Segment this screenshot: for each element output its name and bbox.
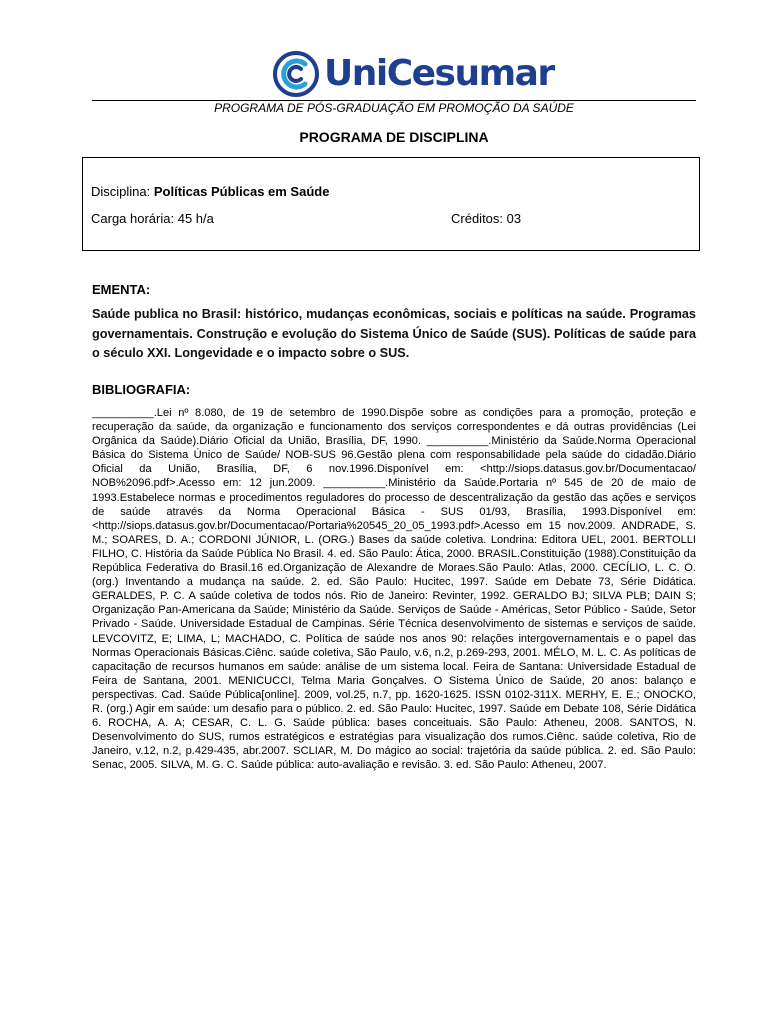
ementa-heading: EMENTA: <box>92 282 151 297</box>
discipline-info-box <box>82 157 700 251</box>
ementa-text: Saúde publica no Brasil: histórico, mudanças econômicas, sociais e políticas na saúde. Programas governamentais. Construção e evolução do Sistema Único de Saúde (SUS). Políticas de saúde para o século XXI. Longevidade e o impacto sobre o SUS. <box>92 307 696 360</box>
document-title: PROGRAMA DE DISCIPLINA <box>299 129 489 145</box>
discipline-label: Disciplina: <box>91 184 151 199</box>
unicesumar-logo-icon <box>272 50 320 98</box>
credits: Créditos: 03 <box>451 211 522 226</box>
brand-name-part2: Cesumar <box>386 53 554 94</box>
bibliografia-heading: BIBLIOGRAFIA: <box>92 382 191 397</box>
workload: Carga horária: 45 h/a <box>91 211 214 226</box>
discipline-value: Políticas Públicas em Saúde <box>153 184 330 199</box>
brand-name <box>324 50 554 98</box>
brand-name-part1: Uni <box>324 53 387 94</box>
unicesumar-logo <box>272 50 554 98</box>
program-name: PROGRAMA DE PÓS-GRADUAÇÃO EM PROMOÇÃO DA SAÚDE <box>214 101 574 115</box>
discipline-row <box>91 184 329 200</box>
bibliografia-text: __________.Lei nº 8.080, de 19 de setembro de 1990.Dispõe sobre as condições para a promoção, proteção e recuperação da saúde, da organização e funcionamento dos serviços correspondentes e dá outras providências (Lei Orgânica da Saúde).Diário Oficial da União, Brasília, DF, 1990. __________.Ministério da Saúde.Norma Operacional Básica do Sistema Único de Saúde/ NOB-SUS 96.Gestão plena com responsabilidade pela saúde do cidadão.Diário Oficial da União, Brasília, DF, 6 nov.1996.Disponível em: <http://siops.datasus.gov.br/Documentacao/ NOB%2096.pdf>.Acesso em: 12 jun.2009. __________.Ministério da Saúde.Portaria nº 545 de 20 de maio de 1993.Estabelece normas e procedimentos reguladores do processo de descentralização da gestão das ações e serviços de saúde através da Norma Operacional Básica - SUS 01/93, Brasília, 1993.Disponível em: <http://siops.datasus.gov.br/Documentacao/Portaria%20545_20_05_1993.pdf>.Acesso em 15 nov.2009. ANDRADE, S. M.; SOARES, D. A.; CORDONI JÚNIOR, L. (ORG.) Bases da saúde coletiva. Londrina: Editora UEL, 2001. BERTOLLI FILHO, C. História da Saúde Pública No Brasil. 4. ed. São Paulo: Ática, 2000. BRASIL.Constituição (1988).Constituição da República Federativa do Brasil.16 ed.Organização de Alexandre de Moraes.São Paulo: Atlas, 2000. CECÍLIO, L. C. O. (org.) Inventando a mudança na saúde. 2. ed. São Paulo: Hucitec, 1997. Saúde em Debate 73, Série Didática. GERALDES, P. C. A saúde coletiva de todos nós. Rio de Janeiro: Revinter, 1992. GERALDO BJ; SILVA PLB; DAIN S; Organização Pan-Americana da Saúde; Ministério da Saúde. Serviços de Saúde - Américas, Setor Público - Saúde, Setor Privado - Saúde. Universidade Estadual de Campinas. Série Técnica desenvolvimento de sistemas e serviços de saúde. LEVCOVITZ, E; LIMA, L; MACHADO, C. Política de saúde nos anos 90: relações intergovernamentais e o papel das Normas Operacionais Básicas.Ciênc. saúde coletiva, São Paulo, v.6, n.2, p.269-293, 2001. MÉLO, M. L. C. As políticas de capacitação de recursos humanos em saúde: análise de um sistema local. Feira de Santana: Universidade Estadual de Feira de Santana, 2001. MENICUCCI, Telma Maria Gonçalves. O Sistema Único de Saúde, 20 anos: balanço e perspectivas. Cad. Saúde Pública[online]. 2009, vol.25, n.7, pp. 1620-1625. ISSN 0102-311X. MERHY, E. E.; ONOCKO, R. (org.) Agir em saúde: um desafio para o público. 2. ed. São Paulo: Hucitec, 1997. Saúde em Debate 108, Série Didática 6. ROCHA, A. A; CESAR, C. L. G. Saúde pública: bases conceituais. São Paulo: Atheneu, 2008. SANTOS, N. Desenvolvimento do SUS, rumos estratégicos e estratégias para visualização dos rumos.Ciênc. saúde coletiva, Rio de Janeiro, v.12, n.2, p.429-435, abr.2007. SCLIAR, M. Do mágico ao social: trajetória da saúde pública. 2. ed. São Paulo: Senac, 2005. SILVA, M. G. C. Saúde pública: auto-avaliação e revisão. 3. ed. São Paulo: Atheneu, 2007. <box>92 407 696 772</box>
